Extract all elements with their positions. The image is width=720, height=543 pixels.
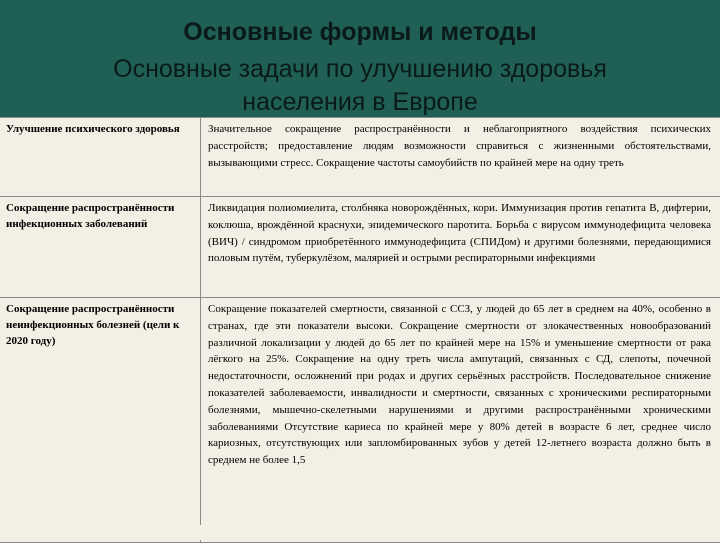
slide-bottom-area xyxy=(0,525,720,540)
slide-header xyxy=(0,0,720,118)
row-label: Улучшение психического здоровья xyxy=(0,118,201,196)
tasks-table xyxy=(0,117,720,543)
row-label: Сокращение распространённости инфекционных заболеваний xyxy=(0,197,201,297)
table-row xyxy=(0,297,720,543)
table-row xyxy=(0,196,720,297)
table-row xyxy=(0,117,720,196)
row-description: Ликвидация полиомиелита, столбняка новорождённых, кори. Иммунизация против гепатита В, дифтерии, коклюша, врождённой краснухи, эпидемического паротита. Борьба с вирусом иммунодефицита человека (ВИЧ) / синдромом приобретённого иммунодефицита (СПИДом) и другими болезнями, передающимися половым путём, туберкулёзом, малярией и острыми респираторными инфекциями xyxy=(208,202,711,265)
slide-subtitle-line-1: Основные задачи по улучшению здоровья xyxy=(113,55,607,83)
row-description: Сокращение показателей смертности, связанной с ССЗ, у людей до 65 лет в среднем на 40%, особенно в странах, где эти показатели высоки. Сокращение смертности от злокачественных новообразований различной локализации у людей до 65 лет по крайней мере на 15% и уменьшение смертности от рака лёгкого на 25%. Сокращение на одну треть числа ампутаций, связанных с СД, слепоты, почечной недостаточности, осложнений при родах и других серьёзных расстройств. Последовательное снижение показателей заболеваемости, инвалидности и смертности, связанных с хроническими респираторными болезнями, мышечно-скелетными нарушениями и другими распространёнными хроническими заболеваниями Отсутствие кариеса по крайней мере у 80% детей в возрасте 6 лет, среднее число кариозных, отсутствующих или запломбированных зубов у детей 12-летнего возраста должно быть в среднем не более 1,5 xyxy=(208,303,711,467)
slide-subtitle-line-2: населения в Европе xyxy=(242,88,478,116)
row-label: Сокращение распространённости неинфекционных болезней (цели к 2020 году) xyxy=(0,298,201,542)
row-description: Значительное сокращение распространённости и неблагоприятного воздействия психических расстройств; предоставление людям возможности справиться с жизненными обстоятельствами, вызывающими стресс. Сокращение частоты самоубийств по крайней мере на одну треть xyxy=(208,123,711,169)
slide-title: Основные формы и методы xyxy=(183,18,537,46)
